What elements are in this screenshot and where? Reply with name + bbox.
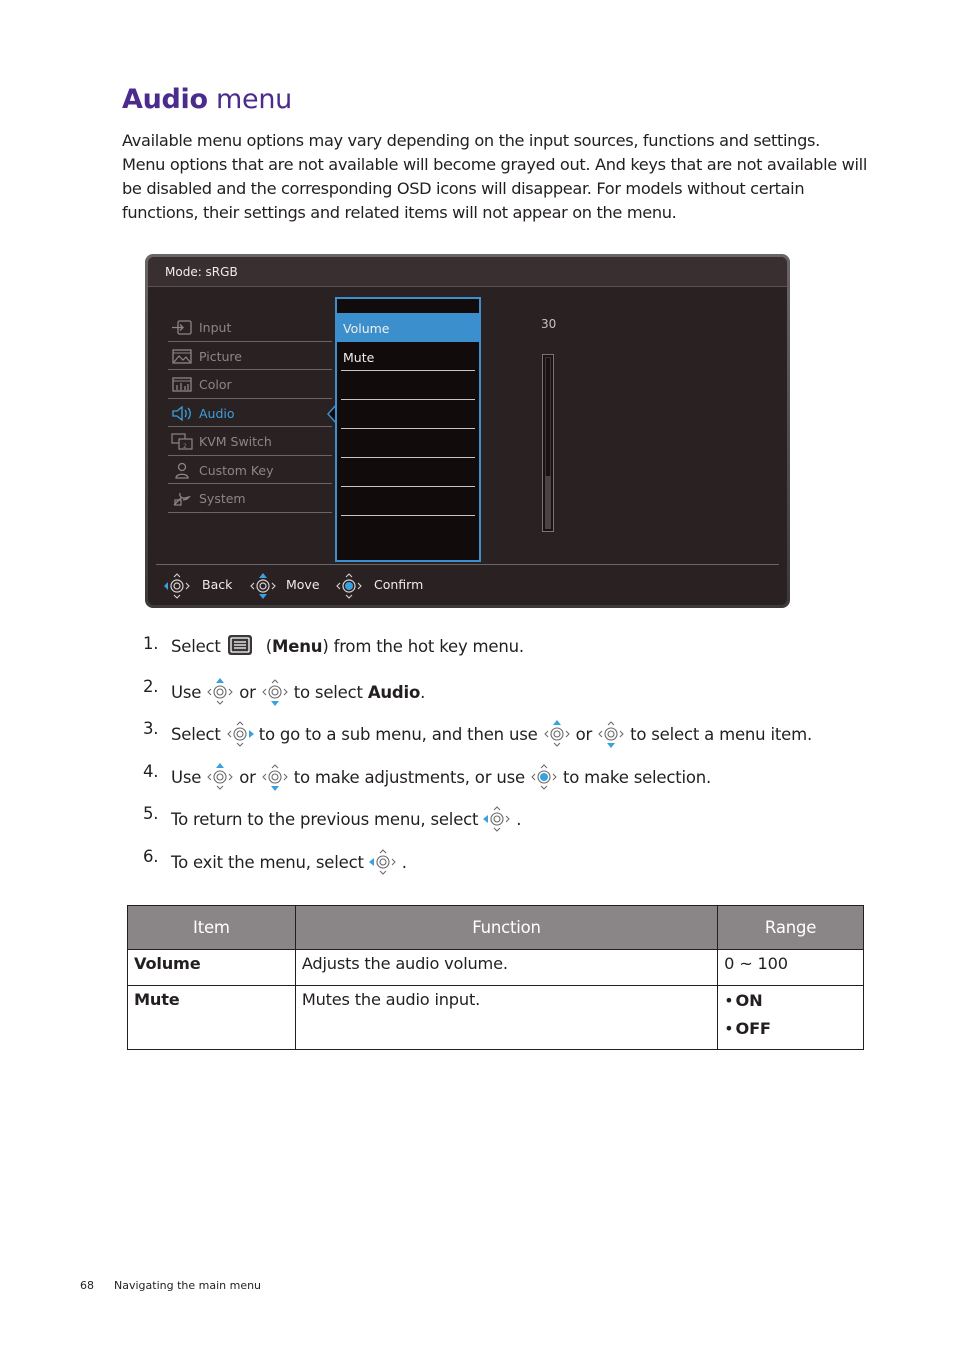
table-cell-function: Adjusts the audio volume.	[295, 950, 717, 986]
nav-label: Color	[199, 377, 232, 392]
nav-item-custom-key[interactable]	[168, 456, 332, 485]
volume-slider[interactable]	[542, 354, 554, 532]
system-icon	[171, 490, 193, 507]
table-cell-range	[718, 986, 864, 1050]
up-key-icon	[205, 677, 235, 707]
audio-icon	[171, 405, 193, 422]
table-cell-item: Volume	[128, 950, 296, 986]
volume-slider-fill	[545, 476, 551, 529]
picture-icon	[171, 348, 193, 365]
left-key-icon	[368, 847, 398, 877]
nav-label: Audio	[199, 405, 235, 421]
table-cell-range: 0 ~ 100	[718, 950, 864, 986]
table-header: Function	[295, 906, 717, 950]
confirm-key-icon	[529, 762, 559, 792]
submenu-item-volume[interactable]: Volume	[337, 313, 479, 342]
osd-mode-label: Mode: sRGB	[148, 257, 787, 287]
menu-key-icon	[227, 634, 253, 656]
osd-submenu	[335, 297, 481, 562]
down-key-icon	[260, 762, 290, 792]
footer-section: Navigating the main menu	[114, 1279, 262, 1292]
volume-value: 30	[541, 317, 557, 331]
submenu-empty-row	[341, 458, 475, 487]
page-number: 68	[80, 1279, 94, 1292]
nav-item-system[interactable]	[168, 484, 332, 513]
svg-text:2: 2	[183, 443, 187, 450]
table-cell-function: Mutes the audio input.	[295, 986, 717, 1050]
table-header-row	[128, 906, 864, 950]
nav-item-kvm-switch[interactable]	[168, 427, 332, 456]
back-key-icon	[162, 572, 192, 600]
kvm-switch-icon	[171, 433, 193, 450]
nav-label: System	[199, 491, 246, 506]
table-row	[128, 950, 864, 986]
nav-item-picture[interactable]	[168, 342, 332, 371]
down-key-icon	[596, 719, 626, 749]
submenu-empty-row	[341, 371, 475, 400]
custom-key-icon	[171, 462, 193, 479]
osd-screenshot	[145, 254, 790, 608]
table-header: Item	[128, 906, 296, 950]
submenu-empty-row	[341, 487, 475, 516]
page-title: Audio menu	[122, 84, 292, 115]
osd-footer: Back Move Confirm	[156, 564, 779, 605]
submenu-empty-row	[341, 400, 475, 429]
nav-label: Picture	[199, 348, 242, 364]
up-key-icon	[542, 719, 572, 749]
nav-label: Input	[199, 320, 232, 335]
confirm-key-icon	[334, 572, 364, 600]
color-icon	[171, 376, 193, 393]
osd-main-nav	[168, 313, 332, 513]
table-header: Range	[718, 906, 864, 950]
nav-item-color[interactable]	[168, 370, 332, 399]
up-key-icon	[205, 762, 235, 792]
range-option: • OFF	[724, 1014, 857, 1043]
range-option: • ON	[724, 986, 857, 1015]
input-icon	[171, 319, 193, 336]
audio-spec-table	[127, 905, 864, 1050]
nav-item-input[interactable]	[168, 313, 332, 342]
nav-item-audio[interactable]	[168, 399, 332, 428]
left-key-icon	[482, 804, 512, 834]
move-key-icon	[248, 572, 278, 600]
submenu-item-mute[interactable]: Mute	[341, 342, 475, 371]
intro-paragraph: Available menu options may vary depending on the input sources, functions and settings. Menu options that are not available will become grayed out. And keys that are not available will be disabled and the corresponding OSD icons will disappear. For models without certain functions, their settings and related items will not appear on the menu.	[122, 131, 867, 222]
right-key-icon	[225, 719, 255, 749]
table-cell-item: Mute	[128, 986, 296, 1050]
nav-label: KVM Switch	[199, 434, 272, 449]
submenu-empty-row	[341, 429, 475, 458]
down-key-icon	[260, 677, 290, 707]
table-row	[128, 986, 864, 1050]
nav-label: Custom Key	[199, 462, 274, 478]
